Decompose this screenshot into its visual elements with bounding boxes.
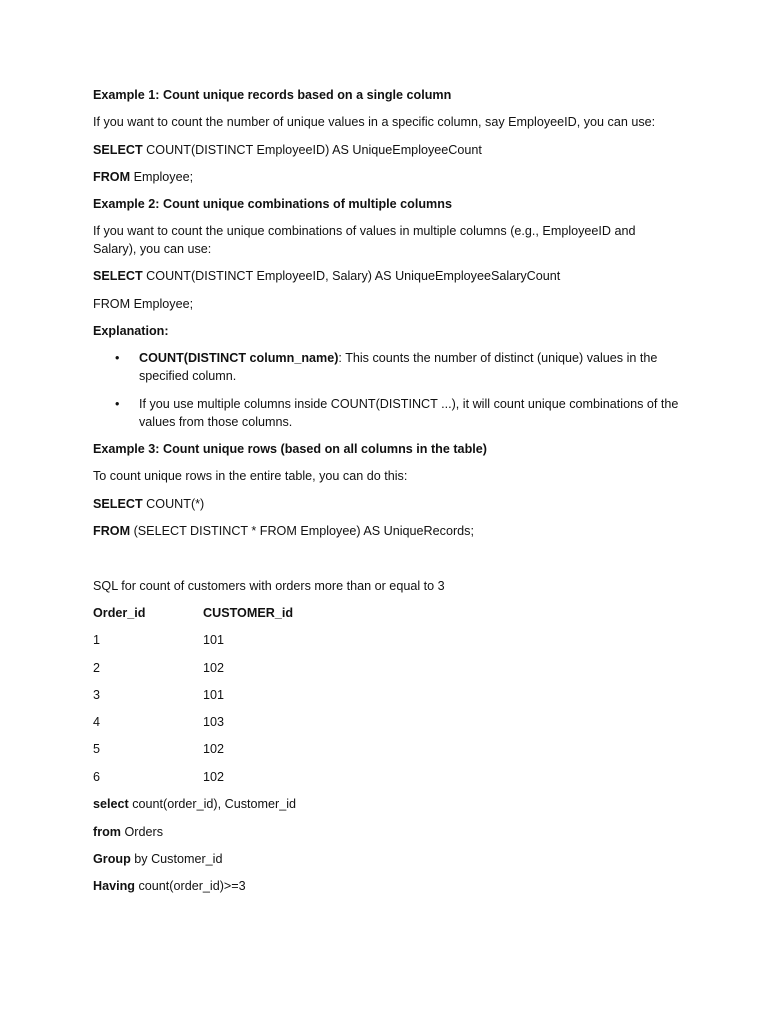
explanation-bullet [139,396,679,431]
example-1-from-line [93,169,193,186]
sql-text: COUNT(DISTINCT EmployeeID, Salary) AS UniqueEmployeeSalaryCount [142,269,561,283]
sql-text: count(order_id)>=3 [135,879,246,893]
table-header-customer-id: CUSTOMER_id [203,606,294,620]
sql-text: Employee; [130,170,194,184]
table-cell-order-id: 4 [93,715,101,729]
sql-keyword: Group [93,852,131,866]
sql-text: Orders [121,825,163,839]
explanation-heading: Explanation: [93,324,169,338]
explanation-bullet [139,350,679,385]
table-cell-customer-id: 101 [203,688,225,702]
sql-keyword: Having [93,879,135,893]
example-2-intro: If you want to count the unique combinations of values in multiple columns (e.g., EmployeeID and Salary), you can use: [93,224,636,256]
query-line-select [93,796,296,813]
bullet-icon: • [115,351,120,365]
table-cell-order-id: 2 [93,661,101,675]
example-2-from-line: FROM Employee; [93,297,194,311]
sql-text: COUNT(*) [142,497,205,511]
query-line-having [93,878,246,895]
example-1-select-line [93,142,482,159]
table-cell-customer-id: 102 [203,742,225,756]
example-3-intro: To count unique rows in the entire table, you can do this: [93,469,408,483]
table-cell-customer-id: 103 [203,715,225,729]
bullet-bold-text: COUNT(DISTINCT column_name) [139,351,339,365]
table-cell-order-id: 5 [93,742,101,756]
example-2-heading: Example 2: Count unique combinations of multiple columns [93,197,452,211]
example-3-from-line [93,523,474,540]
example-3-select-line [93,496,204,513]
sql-keyword: FROM [93,170,131,184]
query-line-from [93,824,163,841]
table-cell-order-id: 1 [93,633,101,647]
sql-text: (SELECT DISTINCT * FROM Employee) AS UniqueRecords; [130,524,474,538]
table-header-order-id: Order_id [93,606,146,620]
table-cell-customer-id: 101 [203,633,225,647]
sql-keyword: SELECT [93,143,143,157]
example-1-intro: If you want to count the number of unique values in a specific column, say EmployeeID, you can use: [93,115,656,129]
sql-keyword: SELECT [93,269,143,283]
query-line-group-by [93,851,222,868]
bullet-text: : This counts the number of distinct (unique) values in the specified column. [139,351,658,383]
customers-title: SQL for count of customers with orders more than or equal to 3 [93,579,445,593]
example-1-heading: Example 1: Count unique records based on a single column [93,88,452,102]
table-cell-customer-id: 102 [203,770,225,784]
sql-keyword: select [93,797,129,811]
table-cell-order-id: 6 [93,770,101,784]
example-2-select-line [93,268,560,285]
sql-keyword: SELECT [93,497,143,511]
sql-text: by Customer_id [130,852,223,866]
table-cell-order-id: 3 [93,688,101,702]
bullet-icon: • [115,397,120,411]
sql-text: count(order_id), Customer_id [128,797,297,811]
sql-text: COUNT(DISTINCT EmployeeID) AS UniqueEmployeeCount [142,143,482,157]
sql-keyword: from [93,825,121,839]
table-cell-customer-id: 102 [203,661,225,675]
bullet-text: If you use multiple columns inside COUNT(DISTINCT ...), it will count unique combinations of the values from those columns. [139,397,679,429]
sql-keyword: FROM [93,524,131,538]
example-3-heading: Example 3: Count unique rows (based on all columns in the table) [93,442,487,456]
